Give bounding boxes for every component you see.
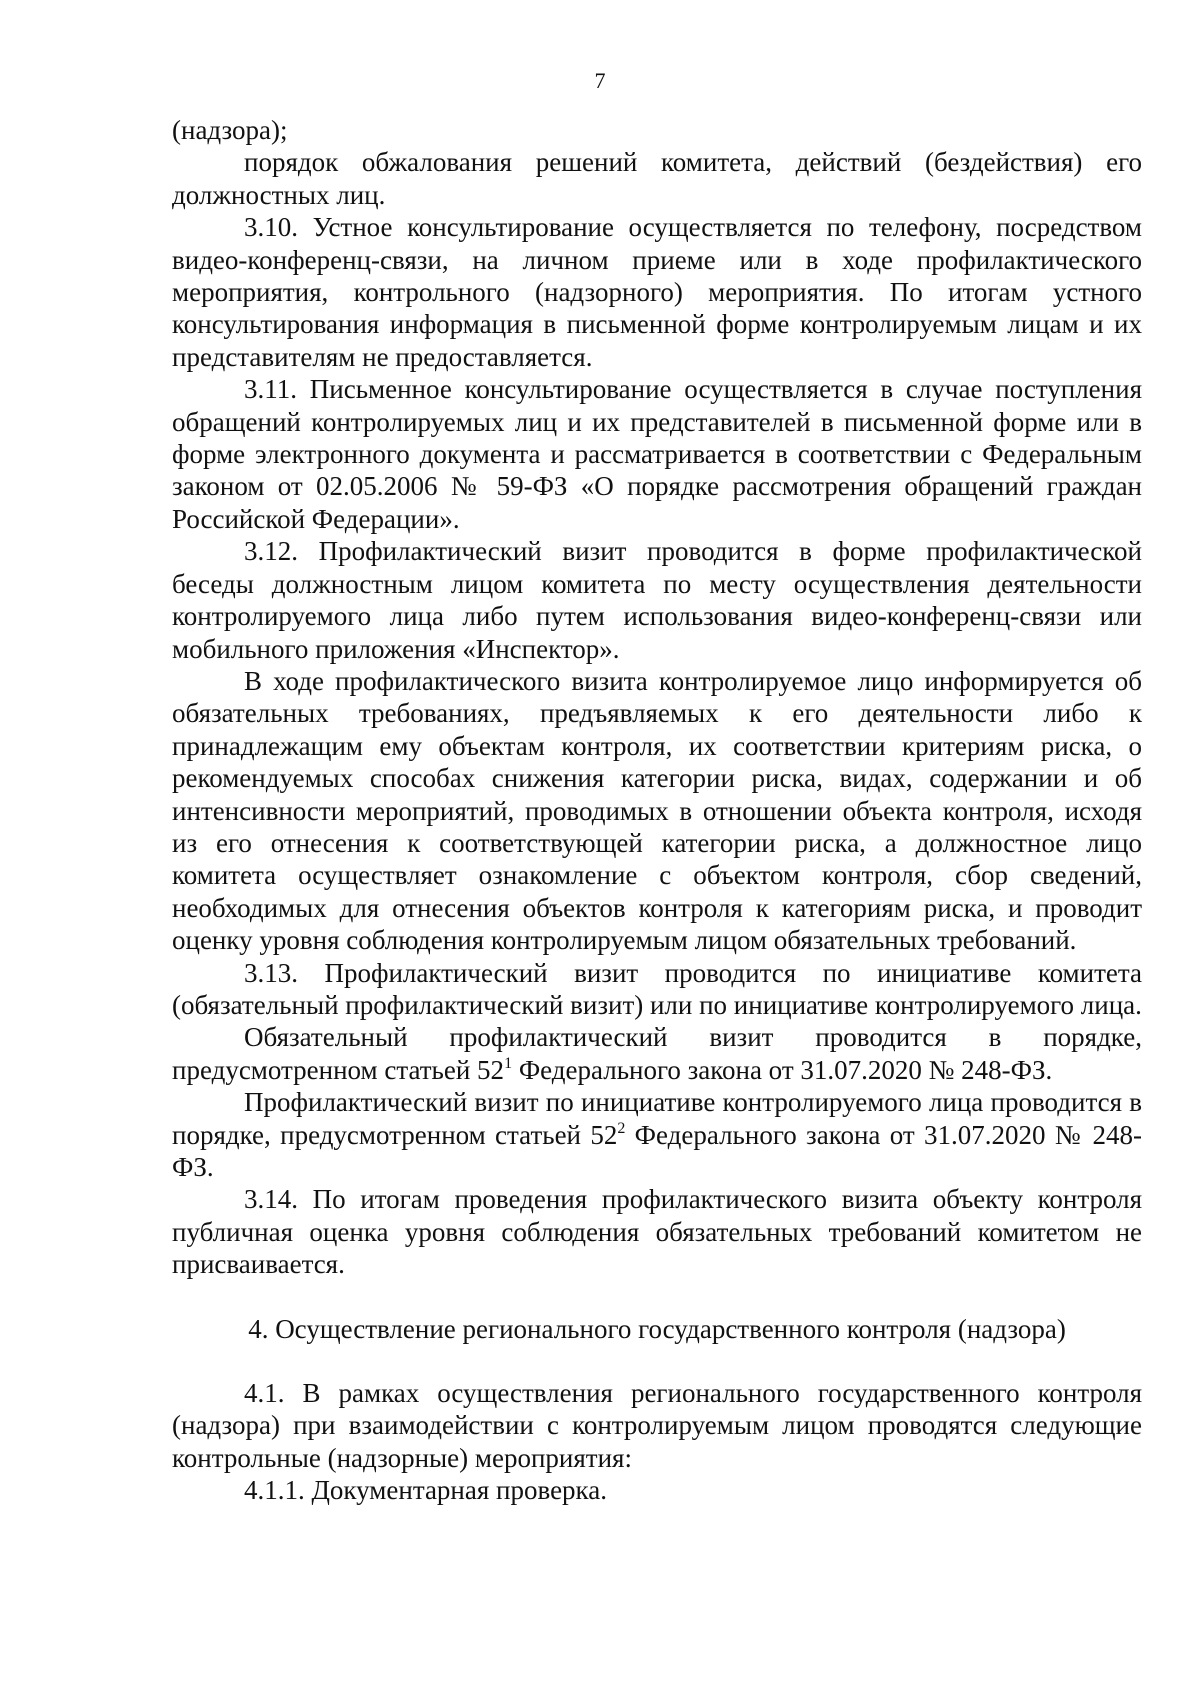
paragraph-3-12: 3.12. Профилактический визит проводится в форме профилактической беседы должностным лицом комитета по месту осуществления деятельности контролируемого лица либо путем использования видео-конференц-связи или мобильного приложения «Инспектор». <box>172 536 1142 664</box>
paragraph-text: Федерального закона от 31.07.2020 № 248-ФЗ. <box>512 1054 1053 1085</box>
superscript: 2 <box>617 1119 626 1137</box>
page-number: 7 <box>594 68 606 93</box>
paragraph: (надзора); <box>172 115 288 145</box>
paragraph-mandatory-visit <box>172 1021 1142 1086</box>
paragraph: В ходе профилактического визита контролируемое лицо информируется об обязательных требованиях, предъявляемых к его деятельности либо к принадлежащим ему объектам контроля, их соответствии критериям риска, о рекомендуемых способах снижения категории риска, видах, содержании и об интенсивности мероприятий, проводимых в отношении объекта контроля, исходя из его отнесения к соответствующей категории риска, а должностное лицо комитета осуществляет ознакомление с объектом контроля, сбор сведений, необходимых для отнесения объектов контроля к категориям риска, и проводит оценку уровня соблюдения контролируемым лицом обязательных требований. <box>172 665 1142 956</box>
paragraph: порядок обжалования решений комитета, действий (бездействия) его должностных лиц. <box>172 147 1142 210</box>
paragraph-3-14: 3.14. По итогам проведения профилактического визита объекту контроля публичная оценка уровня соблюдения обязательных требований комитетом не присваивается. <box>172 1184 1142 1280</box>
paragraph-3-13: 3.13. Профилактический визит проводится по инициативе комитета (обязательный профилактический визит) или по инициативе контролируемого лица. <box>172 957 1142 1020</box>
paragraph-text: Профилактический визит по инициативе контролируемого лица проводится в порядке, предусмотренном статьей 52 <box>172 1087 1142 1150</box>
document-body <box>172 114 1142 1507</box>
paragraph-text: Обязательный профилактический визит проводится в порядке, предусмотренном статьей 52 <box>172 1022 1142 1085</box>
paragraph-text: Федерального закона от 31.07.2020 № 248-ФЗ. <box>172 1119 1142 1182</box>
paragraph-4-1: 4.1. В рамках осуществления регионального государственного контроля (надзора) при взаимодействии с контролируемым лицом проводятся следующие контрольные (надзорные) мероприятия: <box>172 1378 1142 1473</box>
paragraph-3-10: 3.10. Устное консультирование осуществляется по телефону, посредством видео-конференц-связи, на личном приеме или в ходе профилактического мероприятия, контрольного (надзорного) мероприятия. По итогам устного консультирования информация в письменной форме контролируемым лицам и их представителям не предоставляется. <box>172 212 1142 372</box>
paragraph-3-11: 3.11. Письменное консультирование осуществляется в случае поступления обращений контролируемых лиц и их представителей в письменной форме или в форме электронного документа и рассматривается в соответствии с Федеральным законом от 02.05.2006 № 59-ФЗ «О порядке рассмотрения обращений граждан Российской Федерации». <box>172 374 1142 534</box>
section-heading: 4. Осуществление регионального государственного контроля (надзора) <box>248 1313 1066 1344</box>
paragraph-4-1-1: 4.1.1. Документарная проверка. <box>244 1475 607 1506</box>
paragraph-initiative-visit <box>172 1086 1142 1183</box>
superscript: 1 <box>504 1054 513 1072</box>
